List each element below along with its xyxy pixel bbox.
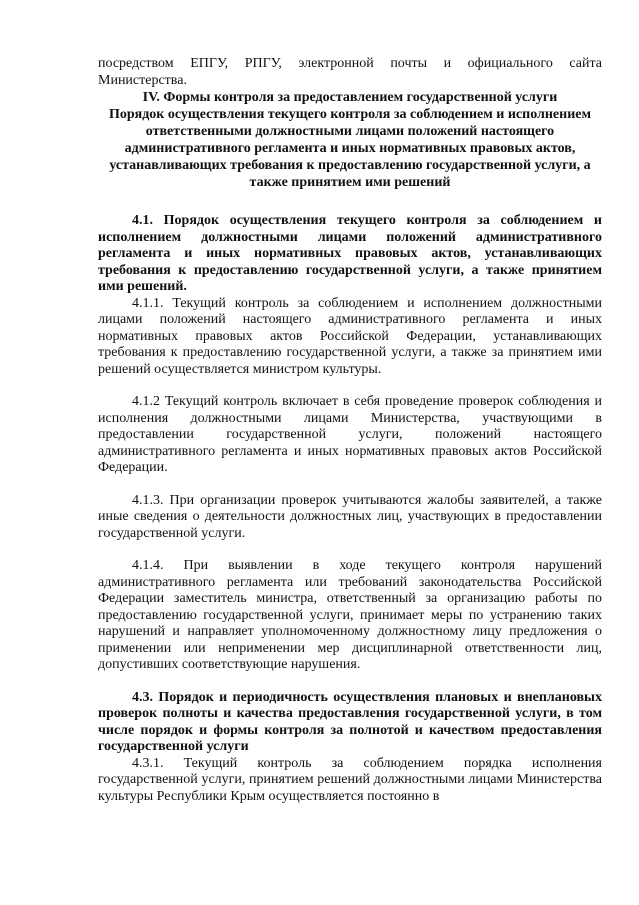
paragraph-4-1-2: 4.1.2 Текущий контроль включает в себя проведение проверок соблюдения и исполнения должностными лицами Министерства, участвующими в предоставлении государственной услуги, положений настоящего административного регламента и иных нормативных правовых актов Российской Федерации. [98, 394, 602, 475]
section-title: IV. Формы контроля за предоставлением государственной услуги [142, 90, 558, 105]
paragraph-4-1-4: 4.1.4. При выявлении в ходе текущего контроля нарушений административного регламента или требований законодательства Российской Федерации заместитель министра, ответственный за организацию работы по предоставлению государственной услуги, принимает меры по устранению таких нарушений и направляет уполномоченному должностному лицу предложения о применении или неприменении мер дисциплинарной ответственности лиц, допустивших соответствующие нарушения. [98, 558, 602, 672]
paragraph-4-1-3: 4.1.3. При организации проверок учитываются жалобы заявителей, а также иные сведения о деятельности должностных лиц, участвующих в предоставлении государственной услуги. [98, 492, 602, 541]
paragraph-4-1-heading: 4.1. Порядок осуществления текущего контроля за соблюдением и исполнением должностными лицами положений административного регламента и иных нормативных правовых актов, устанавливающих требования к предоставлению государственной услуги, а также принятием ими решений. [98, 213, 602, 294]
intro-paragraph: посредством ЕПГУ, РПГУ, электронной почты и официального сайта Министерства. [98, 56, 602, 88]
document-page [98, 56, 602, 805]
paragraph-4-3-1: 4.3.1. Текущий контроль за соблюдением порядка исполнения государственной услуги, принятием решений должностными лицами Министерства культуры Республики Крым осуществляется постоянно в [98, 755, 602, 804]
paragraph-4-3-heading: 4.3. Порядок и периодичность осуществления плановых и внеплановых проверок полноты и качества предоставления государственной услуги, в том числе порядок и формы контроля за полнотой и качеством предоставления государственной услуги [98, 689, 602, 754]
paragraph-4-1-1: 4.1.1. Текущий контроль за соблюдением и исполнением должностными лицами положений настоящего административного регламента и иных нормативных правовых актов Российской Федерации, устанавливающих требования к предоставлению государственной услуги, а также за принятием ими решений осуществляется министром культуры. [98, 295, 602, 377]
section-subtitle: Порядок осуществления текущего контроля за соблюдением и исполнением ответственными должностными лицами положений настоящего административного регламента и иных нормативных правовых актов, устанавливающих требования к предоставлению государственной услуги, а также принятием ими решений [108, 107, 592, 190]
